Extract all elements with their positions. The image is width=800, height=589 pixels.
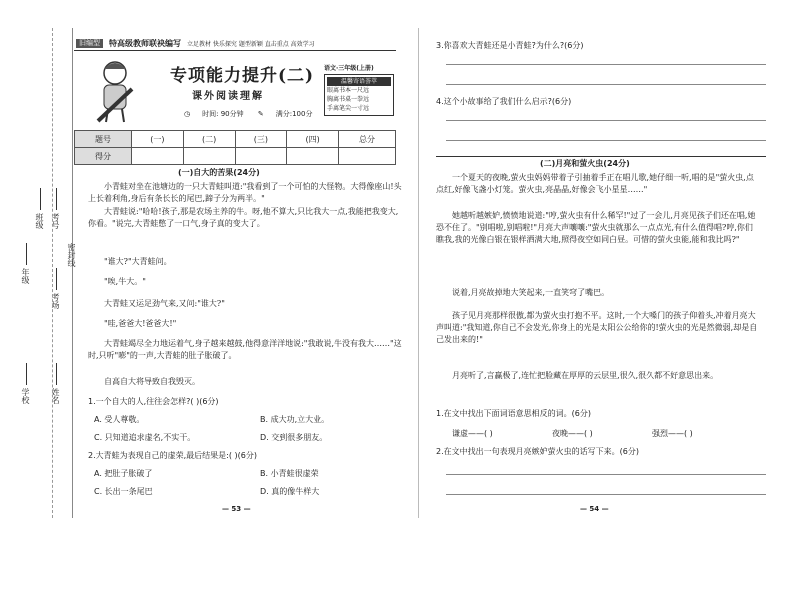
class-label: 班级 bbox=[35, 213, 44, 229]
grade-line: 语文·三年级(上册) bbox=[324, 65, 374, 72]
antonym-blank[interactable]: 夜晚——( ) bbox=[552, 429, 593, 438]
id-field[interactable] bbox=[56, 188, 57, 210]
score-input[interactable] bbox=[132, 148, 184, 165]
table-row bbox=[75, 148, 396, 165]
table-cell: (二) bbox=[183, 131, 235, 148]
tips-line: 眼离书本一尺远 bbox=[327, 87, 370, 94]
grade-field[interactable] bbox=[26, 243, 27, 265]
exam-score: 满分:100分 bbox=[275, 110, 313, 118]
question-2: 2.大青蛙为表现自己的虚荣,最后结果是:( )(6分) bbox=[88, 451, 257, 460]
paragraph: 大青蛙竭尽全力地运着气,身子越来越鼓,他得意洋洋地说:"我敢说,牛没有我大……"这时,只听"嘭"的一声,大青蛙的肚子胀破了。 bbox=[88, 339, 402, 360]
option-d[interactable]: D. 交到很多朋友。 bbox=[260, 433, 328, 442]
option-a[interactable]: A. 受人尊敬。 bbox=[94, 415, 145, 424]
school-label: 学校 bbox=[21, 388, 30, 404]
tips-box bbox=[324, 63, 394, 119]
answer-line[interactable] bbox=[446, 494, 766, 495]
exam-header bbox=[74, 50, 396, 129]
tips-line: 手离笔尖一寸远 bbox=[327, 105, 370, 112]
school-field[interactable] bbox=[26, 363, 27, 385]
pen-icon: ✎ bbox=[257, 110, 264, 118]
banner-brand: 特高级教师联袂编写 bbox=[109, 38, 181, 48]
seal-dashed-line bbox=[52, 28, 53, 518]
section-title: (一)自大的苦果(24分) bbox=[178, 168, 260, 177]
table-cell: 总分 bbox=[339, 131, 396, 148]
question-4: 4.这个小故事给了我们什么启示?(6分) bbox=[436, 97, 572, 106]
paragraph: "谁大?"大青蛙问。 bbox=[104, 257, 172, 266]
tips-line: 胸离书桌一拳远 bbox=[327, 96, 370, 103]
paragraph: "唉,牛大。" bbox=[104, 277, 146, 286]
antonym-blank[interactable]: 谦虚——( ) bbox=[452, 429, 493, 438]
paragraph: 自高自大将导致自我毁灭。 bbox=[104, 377, 200, 386]
binding-margin bbox=[6, 28, 76, 518]
room-label: 考场 bbox=[51, 293, 60, 309]
clock-icon: ◷ bbox=[184, 110, 191, 118]
score-input[interactable] bbox=[183, 148, 235, 165]
option-a[interactable]: A. 把肚子胀破了 bbox=[94, 469, 153, 478]
option-d[interactable]: D. 真的像牛样大 bbox=[260, 487, 320, 496]
page-title: 专项能力提升(二) bbox=[170, 66, 315, 86]
exam-time: 时间: 90分钟 bbox=[202, 110, 244, 118]
page-subtitle: 课外阅读理解 bbox=[192, 91, 264, 102]
banner-slogan: 立足教材 快乐探究 题型新颖 直击重点 高效学习 bbox=[187, 40, 315, 48]
class-field[interactable] bbox=[40, 188, 41, 210]
paragraph: 大青蛙说:"哈哈!孩子,那是农场主养的牛。呀,他不算大,只比我大一点,我能把我变大,你看。"说完,大青蛙憋了一口气,身子真的变大了。 bbox=[88, 207, 399, 228]
question-1: 1.在文中找出下面词语意思相反的词。(6分) bbox=[436, 409, 591, 418]
page-fold bbox=[418, 28, 419, 518]
name-field[interactable] bbox=[56, 363, 57, 385]
page-number: — 54 — bbox=[580, 505, 609, 513]
publisher-banner bbox=[76, 38, 396, 48]
option-b[interactable]: B. 小青蛙很虚荣 bbox=[260, 469, 319, 478]
score-table bbox=[74, 130, 396, 165]
grade-label: 年级 bbox=[21, 268, 30, 284]
answer-line[interactable] bbox=[446, 140, 766, 141]
page-number: — 53 — bbox=[222, 505, 251, 513]
exam-meta bbox=[184, 109, 324, 119]
table-cell: 得分 bbox=[75, 148, 132, 165]
seal-label: 密封线 bbox=[67, 243, 76, 267]
answer-line[interactable] bbox=[446, 474, 766, 475]
option-c[interactable]: C. 长出一条尾巴 bbox=[94, 487, 153, 496]
question-1: 1.一个自大的人,往往会怎样?( )(6分) bbox=[88, 397, 219, 406]
paragraph: 孩子见月亮那样很傲,都为萤火虫打抱不平。这时,一个大嗓门的孩子仰着头,冲着月亮大声叫道:"我知道,你自己不会发光,你身上的光是太阳公公给你的!萤火虫的光是然微弱,却是自己发出来的!" bbox=[436, 311, 758, 344]
paragraph: 一个夏天的夜晚,萤火虫妈妈带着子引抽着手正在唱儿歌,她仔细一听,唱的是"萤火虫,点点红,好像飞盏小灯笼。萤火虫,亮晶晶,好像会飞小星星……" bbox=[436, 173, 754, 194]
table-cell: (一) bbox=[132, 131, 184, 148]
mascot-icon bbox=[92, 59, 138, 123]
section-title: (二)月亮和萤火虫(24分) bbox=[540, 159, 630, 168]
table-cell: 题号 bbox=[75, 131, 132, 148]
tips-heading: 温馨寄语荟萃 bbox=[327, 77, 391, 86]
score-input[interactable] bbox=[339, 148, 396, 165]
name-label: 姓名 bbox=[51, 388, 60, 404]
paragraph: "哇,爸爸大!爸爸大!" bbox=[104, 319, 177, 328]
question-3: 3.你喜欢大青蛙还是小青蛙?为什么?(6分) bbox=[436, 41, 584, 50]
answer-line[interactable] bbox=[446, 64, 766, 65]
option-c[interactable]: C. 只知道追求虚名,不实干。 bbox=[94, 433, 196, 442]
score-input[interactable] bbox=[287, 148, 339, 165]
table-cell: (四) bbox=[287, 131, 339, 148]
paragraph: 月亮听了,言赢极了,连忙把脸藏在厚厚的云层里,很久,很久都不好意思出来。 bbox=[452, 371, 719, 380]
banner-tag: 旧编型 bbox=[76, 39, 103, 48]
paragraph: 小青蛙对坐在池塘边的一只大青蛙叫道:"我看到了一个可怕的大怪物。大得像座山!头上长着利角,身后有条长长的尾巴,蹄子分为两半。" bbox=[88, 182, 402, 203]
option-b[interactable]: B. 成大功,立大业。 bbox=[260, 415, 330, 424]
paragraph: 大青蛙又运足劲气来,又问:"谁大?" bbox=[104, 299, 225, 308]
paragraph: 她越听越嫉妒,愤愤地说道:"哼,萤火虫有什么稀罕!"过了一会儿,月亮见孩子们还在唱,她恐不住了。"别唱啦,别唱啦!"月亮大声嚷嚷:"萤火虫就那么一点点光,有什么值得唱?哼,你们瞧我,我的光像白银在银样洒满大地,照得夜空如同白昼。可惜的萤火虫能,能和我比吗?" bbox=[436, 211, 756, 244]
antonym-blank[interactable]: 强烈——( ) bbox=[652, 429, 693, 438]
id-label: 考号 bbox=[51, 213, 60, 229]
section-divider bbox=[436, 156, 766, 157]
table-cell: (三) bbox=[235, 131, 287, 148]
room-field[interactable] bbox=[56, 268, 57, 290]
table-row bbox=[75, 131, 396, 148]
paragraph: 说着,月亮故掉地大笑起来,一直笑穹了嘴巴。 bbox=[452, 288, 610, 297]
answer-line[interactable] bbox=[446, 120, 766, 121]
answer-line[interactable] bbox=[446, 84, 766, 85]
question-2: 2.在文中找出一句表现月亮嫉妒萤火虫的话写下来。(6分) bbox=[436, 447, 639, 456]
score-input[interactable] bbox=[235, 148, 287, 165]
